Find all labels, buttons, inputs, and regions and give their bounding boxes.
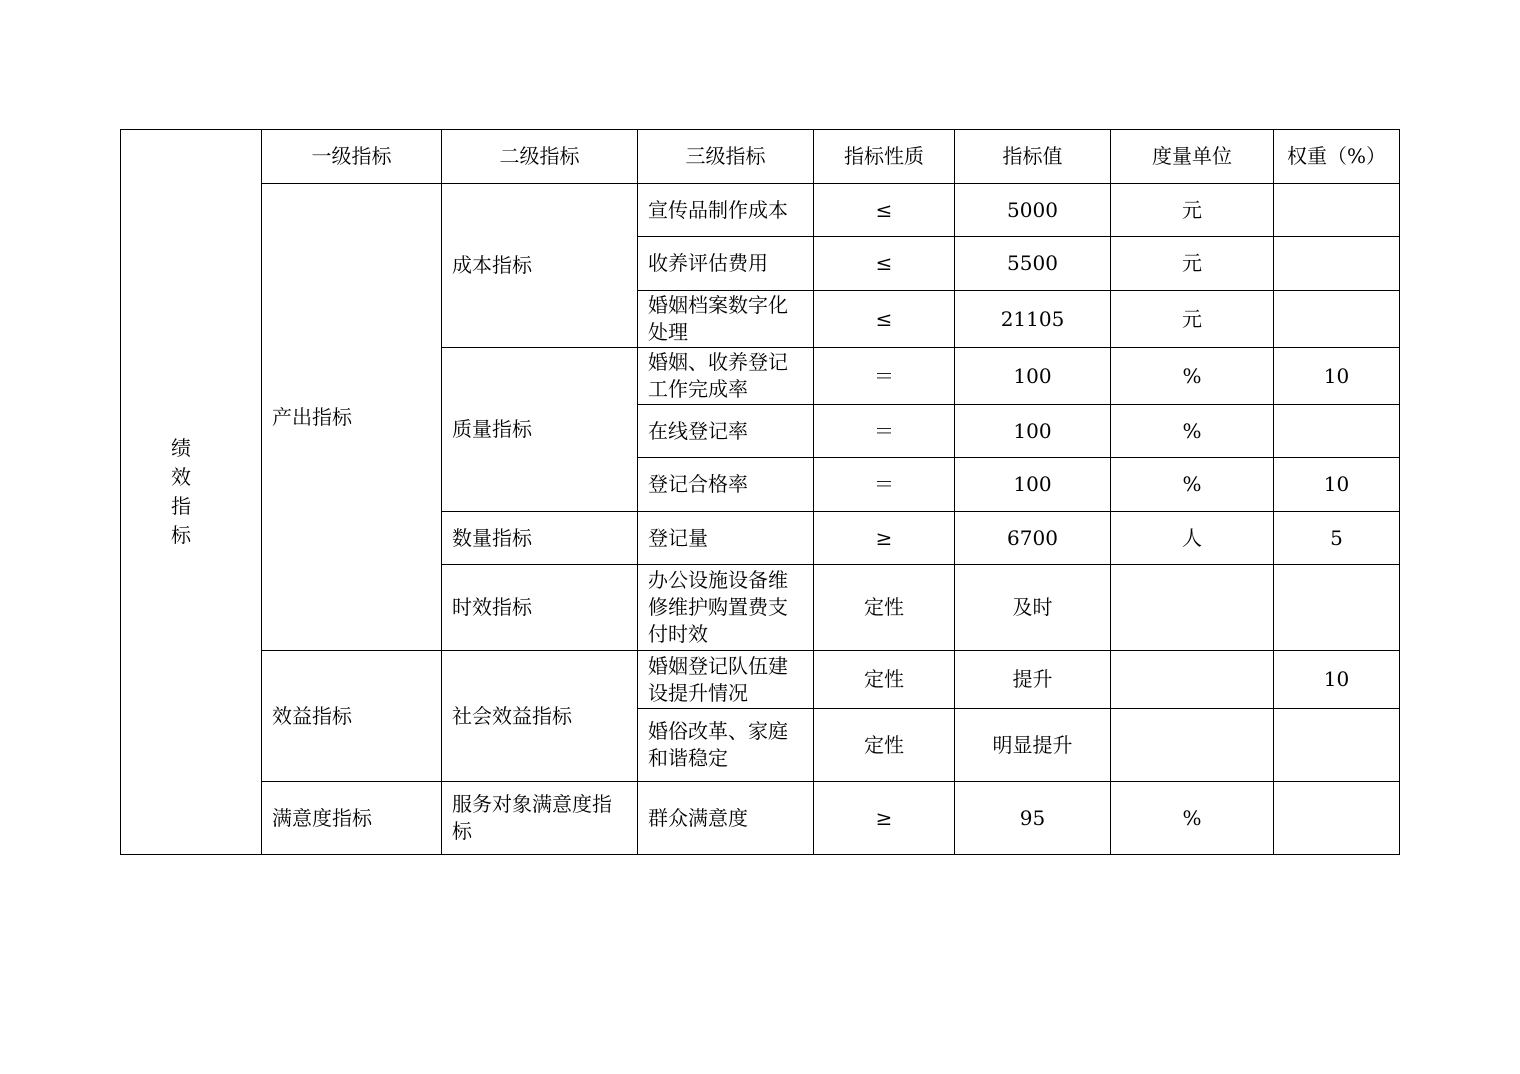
subgroup-cost: 成本指标	[442, 184, 638, 348]
value-cell: 5500	[955, 237, 1111, 291]
header-unit: 度量单位	[1111, 130, 1274, 184]
header-nature: 指标性质	[814, 130, 955, 184]
nature-cell: ＝	[814, 405, 955, 458]
unit-cell	[1111, 651, 1274, 709]
subgroup-social-benefit: 社会效益指标	[442, 651, 638, 782]
unit-cell	[1111, 709, 1274, 782]
weight-cell	[1274, 291, 1400, 348]
subgroup-quantity: 数量指标	[442, 512, 638, 565]
table-row	[121, 184, 1400, 237]
indicator-cell: 婚姻登记队伍建设提升情况	[638, 651, 814, 709]
value-cell: 及时	[955, 565, 1111, 651]
unit-cell: %	[1111, 348, 1274, 405]
indicator-cell: 宣传品制作成本	[638, 184, 814, 237]
weight-cell	[1274, 565, 1400, 651]
unit-cell: 元	[1111, 184, 1274, 237]
value-cell: 100	[955, 405, 1111, 458]
value-cell: 100	[955, 458, 1111, 512]
header-row	[121, 130, 1400, 184]
nature-cell: ≥	[814, 512, 955, 565]
indicator-cell: 办公设施设备维修维护购置费支付时效	[638, 565, 814, 651]
side-label: 绩效指标	[171, 436, 191, 547]
value-cell: 提升	[955, 651, 1111, 709]
group-benefit: 效益指标	[262, 651, 442, 782]
indicator-cell: 登记量	[638, 512, 814, 565]
group-output: 产出指标	[262, 184, 442, 651]
table-row	[121, 651, 1400, 709]
indicator-cell: 收养评估费用	[638, 237, 814, 291]
nature-cell: ≤	[814, 184, 955, 237]
value-cell: 95	[955, 782, 1111, 855]
unit-cell: 人	[1111, 512, 1274, 565]
unit-cell: 元	[1111, 291, 1274, 348]
indicator-cell: 群众满意度	[638, 782, 814, 855]
indicator-cell: 婚俗改革、家庭和谐稳定	[638, 709, 814, 782]
group-satisfaction: 满意度指标	[262, 782, 442, 855]
indicator-cell: 婚姻档案数字化处理	[638, 291, 814, 348]
weight-cell	[1274, 709, 1400, 782]
subgroup-timeliness: 时效指标	[442, 565, 638, 651]
nature-cell: ＝	[814, 348, 955, 405]
header-level1: 一级指标	[262, 130, 442, 184]
weight-cell	[1274, 782, 1400, 855]
header-value: 指标值	[955, 130, 1111, 184]
indicator-cell: 婚姻、收养登记工作完成率	[638, 348, 814, 405]
unit-cell: %	[1111, 405, 1274, 458]
nature-cell: 定性	[814, 709, 955, 782]
value-cell: 21105	[955, 291, 1111, 348]
weight-cell	[1274, 405, 1400, 458]
nature-cell: ≤	[814, 237, 955, 291]
performance-indicator-table	[120, 129, 1400, 855]
weight-cell: 10	[1274, 348, 1400, 405]
nature-cell: ≥	[814, 782, 955, 855]
weight-cell	[1274, 237, 1400, 291]
value-cell: 5000	[955, 184, 1111, 237]
nature-cell: 定性	[814, 565, 955, 651]
weight-cell: 5	[1274, 512, 1400, 565]
unit-cell	[1111, 565, 1274, 651]
value-cell: 明显提升	[955, 709, 1111, 782]
table-row	[121, 782, 1400, 855]
header-level3: 三级指标	[638, 130, 814, 184]
header-weight: 权重（%）	[1274, 130, 1400, 184]
header-level2: 二级指标	[442, 130, 638, 184]
nature-cell: ≤	[814, 291, 955, 348]
unit-cell: %	[1111, 782, 1274, 855]
nature-cell: 定性	[814, 651, 955, 709]
side-label-cell	[121, 130, 262, 855]
subgroup-quality: 质量指标	[442, 348, 638, 512]
subgroup-service-satisfaction: 服务对象满意度指标	[442, 782, 638, 855]
value-cell: 6700	[955, 512, 1111, 565]
weight-cell: 10	[1274, 651, 1400, 709]
unit-cell: 元	[1111, 237, 1274, 291]
unit-cell: %	[1111, 458, 1274, 512]
weight-cell: 10	[1274, 458, 1400, 512]
indicator-cell: 在线登记率	[638, 405, 814, 458]
value-cell: 100	[955, 348, 1111, 405]
weight-cell	[1274, 184, 1400, 237]
nature-cell: ＝	[814, 458, 955, 512]
indicator-cell: 登记合格率	[638, 458, 814, 512]
